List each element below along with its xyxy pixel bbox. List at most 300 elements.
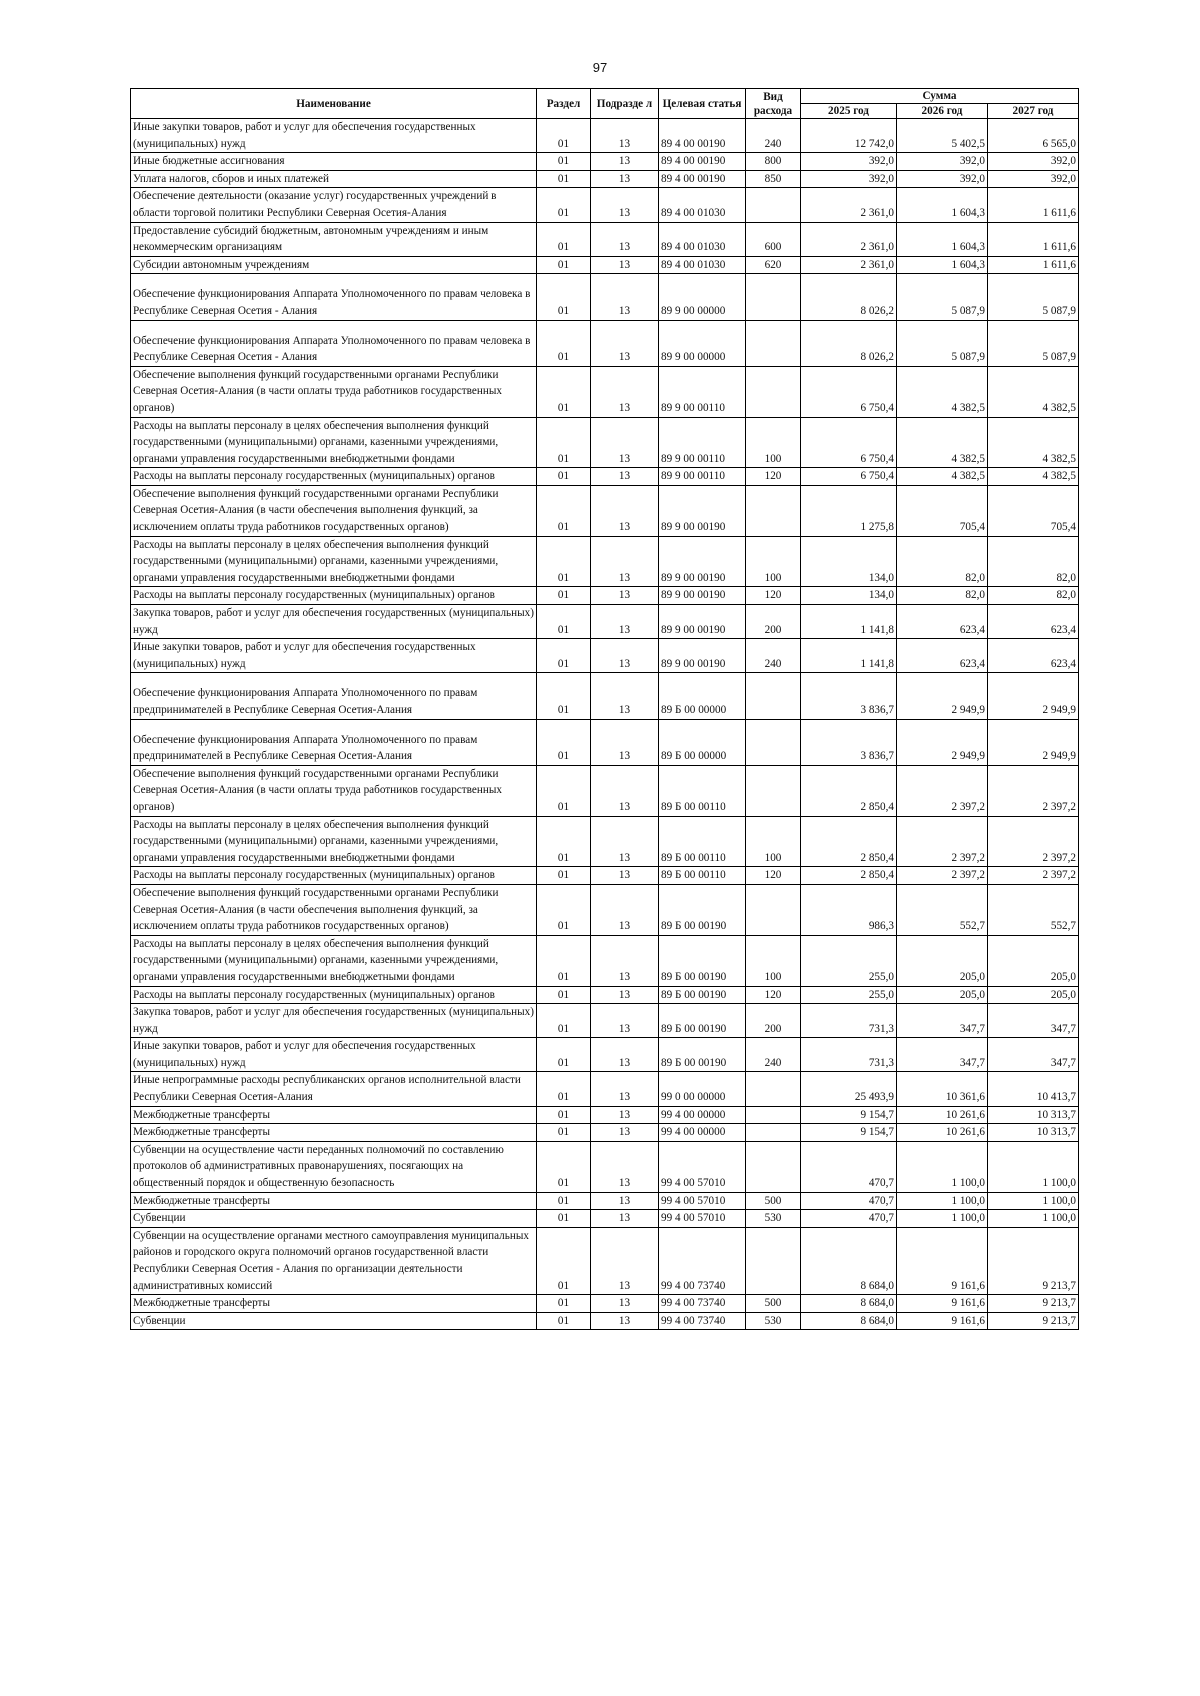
row-expense-type-cell: 240 (746, 119, 801, 153)
row-sum-2027-cell: 4 382,5 (988, 417, 1079, 468)
row-expense-type-cell: 240 (746, 1038, 801, 1072)
row-subsection-cell: 13 (591, 1124, 659, 1142)
table-row (131, 119, 1079, 153)
row-sum-2026-cell: 623,4 (897, 605, 988, 639)
row-sum-2026-cell: 10 261,6 (897, 1106, 988, 1124)
row-name-cell: Расходы на выплаты персоналу государственных (муниципальных) органов (131, 468, 537, 486)
row-target-cell: 99 4 00 57010 (659, 1192, 746, 1210)
row-section-cell: 01 (537, 485, 591, 536)
row-expense-type-cell: 530 (746, 1312, 801, 1330)
table-row (131, 536, 1079, 587)
row-sum-2026-cell: 552,7 (897, 884, 988, 935)
row-section-cell: 01 (537, 884, 591, 935)
row-target-cell: 99 4 00 00000 (659, 1124, 746, 1142)
row-sum-2027-cell: 347,7 (988, 1004, 1079, 1038)
row-sum-2027-cell: 9 213,7 (988, 1312, 1079, 1330)
row-expense-type-cell (746, 366, 801, 417)
row-section-cell: 01 (537, 816, 591, 867)
row-sum-2026-cell: 347,7 (897, 1004, 988, 1038)
row-section-cell: 01 (537, 867, 591, 885)
row-sum-2027-cell: 10 313,7 (988, 1124, 1079, 1142)
table-row (131, 1210, 1079, 1228)
row-expense-type-cell (746, 884, 801, 935)
row-section-cell: 01 (537, 1295, 591, 1313)
row-sum-2025-cell: 1 141,8 (801, 639, 897, 673)
row-sum-2025-cell: 392,0 (801, 153, 897, 171)
row-name-cell: Межбюджетные трансферты (131, 1295, 537, 1313)
row-name-cell: Расходы на выплаты персоналу в целях обеспечения выполнения функций государственными (муниципальными) органами, казенными учреждениями, органами управления государственными внебюджетными фондами (131, 935, 537, 986)
row-sum-2027-cell: 2 397,2 (988, 765, 1079, 816)
row-subsection-cell: 13 (591, 587, 659, 605)
table-row (131, 1038, 1079, 1072)
row-name-cell: Расходы на выплаты персоналу государственных (муниципальных) органов (131, 587, 537, 605)
row-target-cell: 99 0 00 00000 (659, 1072, 746, 1106)
row-name-cell: Иные закупки товаров, работ и услуг для обеспечения государственных (муниципальных) нужд (131, 639, 537, 673)
row-target-cell: 89 4 00 01030 (659, 222, 746, 256)
row-section-cell: 01 (537, 587, 591, 605)
row-subsection-cell: 13 (591, 1192, 659, 1210)
table-row (131, 1106, 1079, 1124)
row-target-cell: 89 Б 00 00110 (659, 765, 746, 816)
row-subsection-cell: 13 (591, 170, 659, 188)
row-expense-type-cell (746, 1106, 801, 1124)
row-expense-type-cell (746, 719, 801, 765)
table-row (131, 935, 1079, 986)
row-sum-2025-cell: 134,0 (801, 587, 897, 605)
row-sum-2025-cell: 731,3 (801, 1038, 897, 1072)
row-name-cell: Расходы на выплаты персоналу в целях обеспечения выполнения функций государственными (муниципальными) органами, казенными учреждениями, органами управления государственными внебюджетными фондами (131, 816, 537, 867)
row-subsection-cell: 13 (591, 366, 659, 417)
row-sum-2027-cell: 205,0 (988, 986, 1079, 1004)
row-sum-2025-cell: 255,0 (801, 935, 897, 986)
row-target-cell: 89 Б 00 00190 (659, 935, 746, 986)
row-sum-2025-cell: 2 850,4 (801, 816, 897, 867)
header-year-2027: 2027 год (988, 104, 1079, 119)
row-sum-2027-cell: 9 213,7 (988, 1227, 1079, 1294)
row-name-cell: Иные закупки товаров, работ и услуг для обеспечения государственных (муниципальных) нужд (131, 119, 537, 153)
row-target-cell: 89 Б 00 00190 (659, 1004, 746, 1038)
row-sum-2027-cell: 2 397,2 (988, 816, 1079, 867)
header-sum: Сумма (801, 89, 1079, 104)
row-sum-2025-cell: 8 684,0 (801, 1295, 897, 1313)
row-subsection-cell: 13 (591, 605, 659, 639)
row-sum-2026-cell: 5 087,9 (897, 320, 988, 366)
row-name-cell: Обеспечение выполнения функций государственными органами Республики Северная Осетия-Алания (в части обеспечения выполнения функций, за исключением оплаты труда работников государственных органов) (131, 485, 537, 536)
row-section-cell: 01 (537, 153, 591, 171)
row-target-cell: 89 9 00 00190 (659, 587, 746, 605)
row-name-cell: Обеспечение выполнения функций государственными органами Республики Северная Осетия-Алания (в части обеспечения выполнения функций, за исключением оплаты труда работников государственных органов) (131, 884, 537, 935)
table-row (131, 867, 1079, 885)
row-target-cell: 89 9 00 00110 (659, 468, 746, 486)
row-sum-2025-cell: 1 275,8 (801, 485, 897, 536)
row-sum-2025-cell: 6 750,4 (801, 417, 897, 468)
table-row (131, 256, 1079, 274)
row-sum-2026-cell: 205,0 (897, 935, 988, 986)
row-target-cell: 89 9 00 00190 (659, 536, 746, 587)
row-sum-2025-cell: 25 493,9 (801, 1072, 897, 1106)
row-target-cell: 89 9 00 00190 (659, 485, 746, 536)
row-expense-type-cell: 100 (746, 417, 801, 468)
row-name-cell: Закупка товаров, работ и услуг для обеспечения государственных (муниципальных) нужд (131, 605, 537, 639)
row-sum-2027-cell: 623,4 (988, 639, 1079, 673)
row-sum-2025-cell: 9 154,7 (801, 1106, 897, 1124)
row-name-cell: Иные непрограммные расходы республиканских органов исполнительной власти Республики Северная Осетия-Алания (131, 1072, 537, 1106)
row-sum-2025-cell: 8 684,0 (801, 1227, 897, 1294)
row-subsection-cell: 13 (591, 719, 659, 765)
table-row (131, 1141, 1079, 1192)
row-sum-2026-cell: 392,0 (897, 170, 988, 188)
row-name-cell: Обеспечение функционирования Аппарата Уполномоченного по правам предпринимателей в Республике Северная Осетия-Алания (131, 673, 537, 719)
row-sum-2026-cell: 10 361,6 (897, 1072, 988, 1106)
row-expense-type-cell: 120 (746, 468, 801, 486)
row-sum-2025-cell: 470,7 (801, 1210, 897, 1228)
row-name-cell: Субвенции на осуществление органами местного самоуправления муниципальных районов и городского округа полномочий органов государственной власти Республики Северная Осетия - Алания по организации деятельности административных комиссий (131, 1227, 537, 1294)
row-subsection-cell: 13 (591, 1141, 659, 1192)
row-name-cell: Межбюджетные трансферты (131, 1192, 537, 1210)
row-sum-2025-cell: 2 850,4 (801, 867, 897, 885)
table-row (131, 1192, 1079, 1210)
row-sum-2027-cell: 5 087,9 (988, 320, 1079, 366)
row-sum-2025-cell: 134,0 (801, 536, 897, 587)
row-expense-type-cell: 200 (746, 605, 801, 639)
row-sum-2026-cell: 2 397,2 (897, 867, 988, 885)
row-name-cell: Субвенции (131, 1312, 537, 1330)
row-sum-2025-cell: 2 361,0 (801, 188, 897, 222)
row-section-cell: 01 (537, 673, 591, 719)
row-expense-type-cell (746, 765, 801, 816)
row-sum-2026-cell: 1 100,0 (897, 1192, 988, 1210)
row-name-cell: Обеспечение деятельности (оказание услуг) государственных учреждений в области торговой политики Республики Северная Осетия-Алания (131, 188, 537, 222)
row-sum-2027-cell: 10 313,7 (988, 1106, 1079, 1124)
row-expense-type-cell: 500 (746, 1192, 801, 1210)
header-year-2025: 2025 год (801, 104, 897, 119)
row-sum-2026-cell: 4 382,5 (897, 417, 988, 468)
table-row (131, 417, 1079, 468)
table-row (131, 153, 1079, 171)
row-sum-2026-cell: 9 161,6 (897, 1227, 988, 1294)
row-expense-type-cell (746, 485, 801, 536)
row-sum-2025-cell: 470,7 (801, 1141, 897, 1192)
row-name-cell: Субсидии автономным учреждениям (131, 256, 537, 274)
row-sum-2027-cell: 4 382,5 (988, 468, 1079, 486)
row-subsection-cell: 13 (591, 417, 659, 468)
table-row (131, 816, 1079, 867)
row-target-cell: 89 Б 00 00110 (659, 816, 746, 867)
row-subsection-cell: 13 (591, 1295, 659, 1313)
row-target-cell: 99 4 00 57010 (659, 1141, 746, 1192)
row-name-cell: Межбюджетные трансферты (131, 1124, 537, 1142)
row-target-cell: 99 4 00 73740 (659, 1295, 746, 1313)
table-row (131, 320, 1079, 366)
table-row (131, 605, 1079, 639)
row-subsection-cell: 13 (591, 320, 659, 366)
row-expense-type-cell: 620 (746, 256, 801, 274)
row-sum-2026-cell: 623,4 (897, 639, 988, 673)
row-expense-type-cell (746, 320, 801, 366)
row-sum-2025-cell: 470,7 (801, 1192, 897, 1210)
row-sum-2026-cell: 82,0 (897, 536, 988, 587)
row-subsection-cell: 13 (591, 1004, 659, 1038)
header-target: Целевая статья (659, 89, 746, 119)
row-expense-type-cell (746, 274, 801, 320)
row-subsection-cell: 13 (591, 222, 659, 256)
row-sum-2026-cell: 2 949,9 (897, 719, 988, 765)
row-name-cell: Иные закупки товаров, работ и услуг для обеспечения государственных (муниципальных) нужд (131, 1038, 537, 1072)
row-expense-type-cell (746, 1124, 801, 1142)
row-sum-2027-cell: 9 213,7 (988, 1295, 1079, 1313)
row-target-cell: 89 Б 00 00190 (659, 884, 746, 935)
row-sum-2025-cell: 986,3 (801, 884, 897, 935)
row-subsection-cell: 13 (591, 274, 659, 320)
row-sum-2025-cell: 6 750,4 (801, 468, 897, 486)
row-sum-2025-cell: 1 141,8 (801, 605, 897, 639)
row-section-cell: 01 (537, 986, 591, 1004)
row-sum-2025-cell: 255,0 (801, 986, 897, 1004)
row-section-cell: 01 (537, 1192, 591, 1210)
row-section-cell: 01 (537, 119, 591, 153)
row-subsection-cell: 13 (591, 153, 659, 171)
table-row (131, 884, 1079, 935)
row-sum-2027-cell: 392,0 (988, 153, 1079, 171)
row-subsection-cell: 13 (591, 256, 659, 274)
row-sum-2025-cell: 3 836,7 (801, 673, 897, 719)
row-expense-type-cell: 200 (746, 1004, 801, 1038)
row-section-cell: 01 (537, 1038, 591, 1072)
table-row (131, 222, 1079, 256)
row-sum-2027-cell: 347,7 (988, 1038, 1079, 1072)
row-name-cell: Обеспечение выполнения функций государственными органами Республики Северная Осетия-Алания (в части оплаты труда работников государственных органов) (131, 765, 537, 816)
row-section-cell: 01 (537, 536, 591, 587)
row-target-cell: 89 Б 00 00190 (659, 1038, 746, 1072)
table-row (131, 673, 1079, 719)
row-subsection-cell: 13 (591, 1038, 659, 1072)
row-sum-2027-cell: 392,0 (988, 170, 1079, 188)
row-subsection-cell: 13 (591, 119, 659, 153)
row-target-cell: 89 4 00 00190 (659, 170, 746, 188)
row-name-cell: Уплата налогов, сборов и иных платежей (131, 170, 537, 188)
row-section-cell: 01 (537, 1004, 591, 1038)
row-subsection-cell: 13 (591, 485, 659, 536)
table-row (131, 468, 1079, 486)
row-name-cell: Расходы на выплаты персоналу государственных (муниципальных) органов (131, 867, 537, 885)
row-sum-2025-cell: 2 850,4 (801, 765, 897, 816)
row-section-cell: 01 (537, 1141, 591, 1192)
row-sum-2026-cell: 9 161,6 (897, 1295, 988, 1313)
row-subsection-cell: 13 (591, 1210, 659, 1228)
row-section-cell: 01 (537, 1072, 591, 1106)
row-sum-2027-cell: 1 100,0 (988, 1192, 1079, 1210)
row-name-cell: Межбюджетные трансферты (131, 1106, 537, 1124)
row-sum-2026-cell: 1 100,0 (897, 1141, 988, 1192)
row-target-cell: 89 Б 00 00000 (659, 719, 746, 765)
row-expense-type-cell (746, 1141, 801, 1192)
row-sum-2026-cell: 705,4 (897, 485, 988, 536)
header-name: Наименование (131, 89, 537, 119)
row-section-cell: 01 (537, 1106, 591, 1124)
row-sum-2026-cell: 2 397,2 (897, 765, 988, 816)
row-section-cell: 01 (537, 1312, 591, 1330)
row-expense-type-cell (746, 1072, 801, 1106)
row-section-cell: 01 (537, 417, 591, 468)
row-section-cell: 01 (537, 605, 591, 639)
row-sum-2027-cell: 2 949,9 (988, 719, 1079, 765)
row-expense-type-cell: 100 (746, 816, 801, 867)
row-subsection-cell: 13 (591, 1072, 659, 1106)
row-expense-type-cell: 100 (746, 935, 801, 986)
row-sum-2027-cell: 205,0 (988, 935, 1079, 986)
row-sum-2026-cell: 1 604,3 (897, 222, 988, 256)
table-row (131, 1004, 1079, 1038)
row-sum-2027-cell: 1 611,6 (988, 222, 1079, 256)
row-section-cell: 01 (537, 765, 591, 816)
table-row (131, 485, 1079, 536)
row-sum-2027-cell: 1 611,6 (988, 256, 1079, 274)
row-section-cell: 01 (537, 188, 591, 222)
row-section-cell: 01 (537, 1227, 591, 1294)
row-section-cell: 01 (537, 170, 591, 188)
header-year-2026: 2026 год (897, 104, 988, 119)
row-sum-2026-cell: 392,0 (897, 153, 988, 171)
budget-table (130, 88, 1079, 1330)
header-section: Раздел (537, 89, 591, 119)
row-target-cell: 89 9 00 00000 (659, 320, 746, 366)
table-row (131, 1295, 1079, 1313)
row-expense-type-cell (746, 673, 801, 719)
row-subsection-cell: 13 (591, 816, 659, 867)
row-sum-2025-cell: 392,0 (801, 170, 897, 188)
row-subsection-cell: 13 (591, 468, 659, 486)
row-sum-2025-cell: 8 026,2 (801, 320, 897, 366)
row-section-cell: 01 (537, 222, 591, 256)
row-target-cell: 89 Б 00 00190 (659, 986, 746, 1004)
row-expense-type-cell: 240 (746, 639, 801, 673)
row-sum-2027-cell: 1 611,6 (988, 188, 1079, 222)
row-sum-2026-cell: 10 261,6 (897, 1124, 988, 1142)
row-name-cell: Расходы на выплаты персоналу в целях обеспечения выполнения функций государственными (муниципальными) органами, казенными учреждениями, органами управления государственными внебюджетными фондами (131, 417, 537, 468)
row-sum-2027-cell: 552,7 (988, 884, 1079, 935)
row-name-cell: Предоставление субсидий бюджетным, автономным учреждениям и иным некоммерческим организациям (131, 222, 537, 256)
row-sum-2027-cell: 4 382,5 (988, 366, 1079, 417)
row-sum-2027-cell: 5 087,9 (988, 274, 1079, 320)
row-expense-type-cell: 120 (746, 986, 801, 1004)
row-sum-2026-cell: 1 604,3 (897, 256, 988, 274)
row-name-cell: Обеспечение выполнения функций государственными органами Республики Северная Осетия-Алания (в части оплаты труда работников государственных органов) (131, 366, 537, 417)
header-expense-type: Вид расхода (746, 89, 801, 119)
row-sum-2025-cell: 9 154,7 (801, 1124, 897, 1142)
row-section-cell: 01 (537, 1124, 591, 1142)
table-row (131, 188, 1079, 222)
row-subsection-cell: 13 (591, 765, 659, 816)
row-expense-type-cell: 100 (746, 536, 801, 587)
table-row (131, 1312, 1079, 1330)
row-sum-2027-cell: 2 397,2 (988, 867, 1079, 885)
row-target-cell: 89 4 00 00190 (659, 119, 746, 153)
row-target-cell: 89 4 00 01030 (659, 256, 746, 274)
row-sum-2027-cell: 705,4 (988, 485, 1079, 536)
row-target-cell: 89 9 00 00000 (659, 274, 746, 320)
row-target-cell: 99 4 00 73740 (659, 1312, 746, 1330)
row-sum-2026-cell: 4 382,5 (897, 468, 988, 486)
row-sum-2025-cell: 731,3 (801, 1004, 897, 1038)
row-subsection-cell: 13 (591, 673, 659, 719)
table-row (131, 765, 1079, 816)
row-name-cell: Обеспечение функционирования Аппарата Уполномоченного по правам предпринимателей в Республике Северная Осетия-Алания (131, 719, 537, 765)
row-name-cell: Закупка товаров, работ и услуг для обеспечения государственных (муниципальных) нужд (131, 1004, 537, 1038)
row-expense-type-cell: 530 (746, 1210, 801, 1228)
row-expense-type-cell (746, 1227, 801, 1294)
row-expense-type-cell: 500 (746, 1295, 801, 1313)
row-sum-2027-cell: 1 100,0 (988, 1210, 1079, 1228)
row-sum-2025-cell: 12 742,0 (801, 119, 897, 153)
row-subsection-cell: 13 (591, 536, 659, 587)
row-name-cell: Субвенции (131, 1210, 537, 1228)
row-sum-2027-cell: 1 100,0 (988, 1141, 1079, 1192)
row-sum-2026-cell: 5 402,5 (897, 119, 988, 153)
row-section-cell: 01 (537, 719, 591, 765)
row-expense-type-cell: 120 (746, 867, 801, 885)
table-header (131, 89, 1079, 119)
row-name-cell: Расходы на выплаты персоналу государственных (муниципальных) органов (131, 986, 537, 1004)
table-body (131, 119, 1079, 1330)
row-subsection-cell: 13 (591, 1312, 659, 1330)
header-subsection: Подразде л (591, 89, 659, 119)
table-row (131, 719, 1079, 765)
row-section-cell: 01 (537, 639, 591, 673)
row-sum-2026-cell: 5 087,9 (897, 274, 988, 320)
row-sum-2026-cell: 1 100,0 (897, 1210, 988, 1228)
row-sum-2026-cell: 205,0 (897, 986, 988, 1004)
row-sum-2027-cell: 2 949,9 (988, 673, 1079, 719)
row-sum-2026-cell: 2 397,2 (897, 816, 988, 867)
row-sum-2026-cell: 1 604,3 (897, 188, 988, 222)
row-sum-2027-cell: 82,0 (988, 536, 1079, 587)
row-name-cell: Обеспечение функционирования Аппарата Уполномоченного по правам человека в Республике Северная Осетия - Алания (131, 320, 537, 366)
row-sum-2026-cell: 4 382,5 (897, 366, 988, 417)
row-subsection-cell: 13 (591, 639, 659, 673)
row-section-cell: 01 (537, 468, 591, 486)
row-name-cell: Обеспечение функционирования Аппарата Уполномоченного по правам человека в Республике Северная Осетия - Алания (131, 274, 537, 320)
row-subsection-cell: 13 (591, 935, 659, 986)
row-target-cell: 89 4 00 01030 (659, 188, 746, 222)
row-target-cell: 89 Б 00 00000 (659, 673, 746, 719)
row-sum-2027-cell: 623,4 (988, 605, 1079, 639)
row-target-cell: 89 9 00 00110 (659, 366, 746, 417)
table-row (131, 986, 1079, 1004)
row-section-cell: 01 (537, 274, 591, 320)
row-section-cell: 01 (537, 320, 591, 366)
row-sum-2026-cell: 9 161,6 (897, 1312, 988, 1330)
row-sum-2027-cell: 6 565,0 (988, 119, 1079, 153)
row-expense-type-cell: 120 (746, 587, 801, 605)
row-sum-2026-cell: 2 949,9 (897, 673, 988, 719)
table-row (131, 587, 1079, 605)
row-target-cell: 89 9 00 00110 (659, 417, 746, 468)
row-expense-type-cell (746, 188, 801, 222)
table-row (131, 366, 1079, 417)
table-row (131, 1072, 1079, 1106)
row-subsection-cell: 13 (591, 1106, 659, 1124)
row-sum-2025-cell: 3 836,7 (801, 719, 897, 765)
row-name-cell: Расходы на выплаты персоналу в целях обеспечения выполнения функций государственными (муниципальными) органами, казенными учреждениями, органами управления государственными внебюджетными фондами (131, 536, 537, 587)
row-section-cell: 01 (537, 935, 591, 986)
row-sum-2027-cell: 82,0 (988, 587, 1079, 605)
table-row (131, 274, 1079, 320)
row-expense-type-cell: 850 (746, 170, 801, 188)
table-row (131, 1124, 1079, 1142)
row-target-cell: 89 Б 00 00110 (659, 867, 746, 885)
row-sum-2025-cell: 8 684,0 (801, 1312, 897, 1330)
row-section-cell: 01 (537, 366, 591, 417)
